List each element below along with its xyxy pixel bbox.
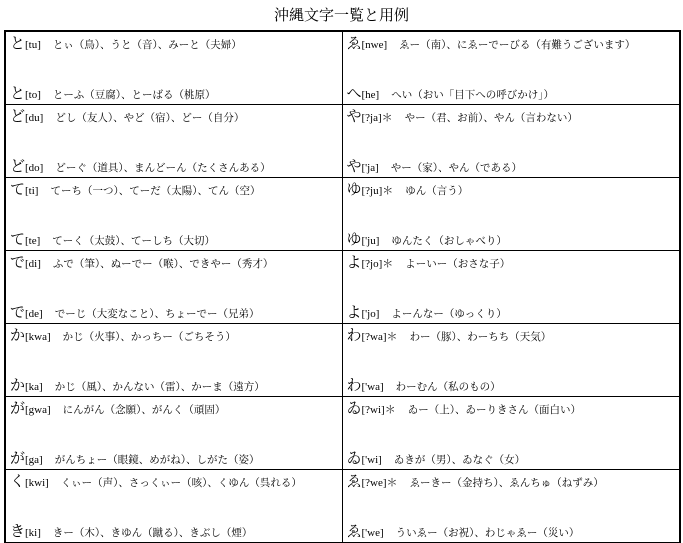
romanization: [di] [25,258,41,270]
kana-character: が [10,449,26,467]
romanization: [kwi] [25,477,49,489]
usage-examples: とーふ（豆腐）、とーばる（桃原） [52,89,216,101]
kana-entry [10,376,340,394]
kana-character: と [10,84,26,102]
usage-examples: ゑー（南）、にゑーでーびる（有難うございます） [399,39,636,51]
page-title: 沖縄文字一覧と用例 [273,6,409,24]
right-cell [343,397,680,469]
kana-entry [347,180,678,198]
romanization: ['we] [361,527,384,539]
left-cell [6,324,343,396]
romanization: [?wa]＊ [361,331,398,343]
kana-entry [347,399,678,417]
kana-character: か [10,326,26,344]
romanization: ['ju] [361,235,380,247]
romanization: [ka] [25,381,43,393]
romanization: ['ja] [361,162,379,174]
kana-character: て [10,230,26,248]
usage-examples: てーち（一つ）、てーだ（太陽）、てん（空） [50,185,261,197]
romanization: ['wa] [361,381,384,393]
romanization: [nwe] [361,39,388,51]
usage-examples: よーいー（おさな子） [405,258,511,270]
kana-entry [347,107,678,125]
usage-examples: ゐー（上）、ゐーりきさん（面白い） [407,404,581,416]
usage-examples: どし（友人）、やど（宿）、どー（自分） [55,112,245,124]
kana-entry [10,180,340,198]
kana-entry [347,84,678,102]
kana-entry [10,326,340,344]
table-row [6,397,679,470]
romanization: [do] [25,162,44,174]
romanization: ['wi] [361,454,382,466]
left-cell [6,251,343,323]
usage-examples: わー（豚）、わーちち（天気） [409,331,552,343]
usage-examples: よーんなー（ゆっくり） [391,308,507,320]
kana-entry [10,472,340,490]
romanization: [?ja]＊ [361,112,393,124]
kana-character: わ [346,326,362,344]
kana-entry [347,303,678,321]
left-cell [6,32,343,104]
kana-character: ゆ [346,230,362,248]
romanization: [ga] [25,454,43,466]
usage-examples: ゆん（言う） [405,185,469,197]
kana-character: が [10,399,26,417]
kana-entry [347,449,678,467]
right-cell [343,178,680,250]
kana-character: わ [346,376,362,394]
usage-examples: ういゑー（お祝）、わじゃゑー（災い） [395,527,580,539]
kana-character: や [346,107,362,125]
usage-examples: かじ（風）、かんない（雷）、かーま（遠方） [54,381,265,393]
kana-character: ゑ [346,522,362,540]
romanization: [?wi]＊ [361,404,396,416]
kana-character: で [10,303,26,321]
usage-examples: ゑーきー（金持ち）、ゑんちゅ（ねずみ） [409,477,604,489]
romanization: [te] [25,235,41,247]
left-cell [6,470,343,542]
usage-examples: ふで（筆）、ぬーでー（喉）、できやー（秀才） [52,258,274,270]
usage-examples: てーく（太鼓）、てーしち（大切） [52,235,216,247]
usage-examples: かじ（火事）、かっちー（ごちそう） [62,331,236,343]
romanization: [kwa] [25,331,51,343]
kana-entry [10,522,340,540]
romanization: [to] [25,89,41,101]
table-row [6,470,679,543]
kana-entry [10,253,340,271]
left-cell [6,105,343,177]
kana-entry [10,449,340,467]
kana-character: や [346,157,362,175]
kana-character: く [10,472,26,490]
left-cell [6,178,343,250]
left-cell [6,397,343,469]
table-row [6,178,679,251]
kana-character: か [10,376,26,394]
kana-entry [10,399,340,417]
kana-entry [347,253,678,271]
kana-entry [347,34,678,52]
right-cell [343,470,680,542]
kana-entry [347,522,678,540]
usage-examples: きー（木）、きゆん（蹴る）、きぶし（煙） [52,527,253,539]
usage-examples: ゐきが（男）、ゐなぐ（女） [393,454,526,466]
table-row [6,251,679,324]
table-row [6,324,679,397]
romanization: [du] [25,112,44,124]
usage-examples: とぃ（鳥）、うと（音）、みーと（夫婦） [52,39,242,51]
right-cell [343,105,680,177]
usage-examples: がんちょー（眼鏡、めがね）、しがた（姿） [54,454,260,466]
table-row [6,105,679,178]
kana-entry [10,303,340,321]
kana-entry [10,230,340,248]
usage-examples: どーぐ（道具）、まんどーん（たくさんある） [55,162,271,174]
romanization: [tu] [25,39,41,51]
romanization: [?jo]＊ [361,258,394,270]
kana-character: よ [346,253,362,271]
kana-character: ゑ [346,34,362,52]
kana-entry [10,107,340,125]
romanization: [ti] [25,185,39,197]
kana-character: へ [346,84,362,102]
kana-entry [347,230,678,248]
usage-examples: やー（君、お前）、やん（言わない） [404,112,578,124]
kana-entry [347,376,678,394]
usage-examples: でーじ（大変なこと）、ちょーでー（兄弟） [54,308,260,320]
kana-character: ど [10,107,26,125]
romanization: [?we]＊ [361,477,398,489]
kana-character: よ [346,303,362,321]
right-cell [343,324,680,396]
kana-character: ゐ [346,399,362,417]
romanization: ['jo] [361,308,380,320]
kana-entry [10,84,340,102]
romanization: [ki] [25,527,41,539]
romanization: [gwa] [25,404,51,416]
kana-character: ゐ [346,449,362,467]
kana-entry [347,326,678,344]
kana-entry [347,157,678,175]
table-row [6,32,679,105]
kana-table [4,30,681,543]
kana-character: ど [10,157,26,175]
kana-character: で [10,253,26,271]
kana-entry [347,472,678,490]
usage-examples: にんがん（念願）、がんく（頑固） [62,404,226,416]
usage-examples: わーむん（私のもの） [395,381,501,393]
kana-character: ゑ [346,472,362,490]
usage-examples: やー（家）、やん（である） [390,162,523,174]
right-cell [343,32,680,104]
romanization: [de] [25,308,43,320]
usage-examples: ゆんたく（おしゃべり） [391,235,507,247]
kana-character: き [10,522,26,540]
kana-character: と [10,34,26,52]
kana-entry [10,157,340,175]
romanization: [?ju]＊ [361,185,394,197]
usage-examples: くぃー（声）、さっくぃー（咳）、くゆん（呉れる） [60,477,302,489]
kana-character: ゆ [346,180,362,198]
kana-entry [10,34,340,52]
kana-character: て [10,180,26,198]
right-cell [343,251,680,323]
romanization: [he] [361,89,380,101]
usage-examples: へい（おい「目下への呼びかけ」） [391,89,554,101]
